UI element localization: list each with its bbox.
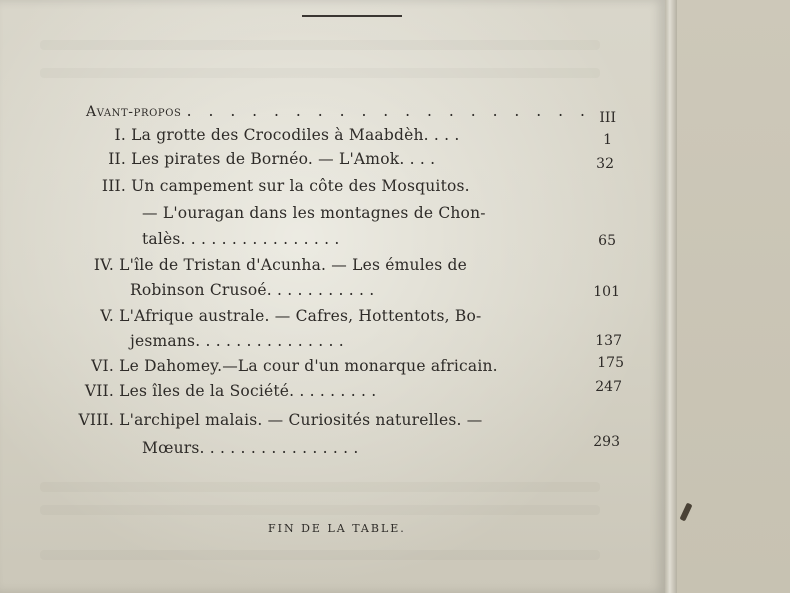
chapter-title: L'île de Tristan d'Acunha. — Les émules de <box>119 256 468 274</box>
chapter-title: Le Dahomey.—La cour d'un monarque africain. <box>119 357 498 375</box>
page-number: III <box>599 110 616 126</box>
adjacent-page <box>677 0 790 593</box>
page-number: 1 <box>603 132 612 148</box>
avant-propos-label: Avant-propos <box>86 104 182 120</box>
toc-entry-continuation <box>142 438 358 458</box>
chapter-title: Les îles de la Société. . . . . . . . . <box>119 382 377 400</box>
chapter-title-line: Mœurs. . . . . . . . . . . . . . . . <box>142 439 359 457</box>
chapter-number: VIII. <box>78 411 114 429</box>
page-number: 137 <box>595 333 622 349</box>
toc-entry <box>86 306 481 326</box>
toc-entry-continuation <box>142 203 486 223</box>
page-number: 101 <box>593 284 620 300</box>
page-number: 175 <box>597 355 624 371</box>
chapter-number: I. <box>114 126 126 144</box>
toc-entry <box>76 381 376 401</box>
chapter-title-line: talès. . . . . . . . . . . . . . . . <box>142 230 340 248</box>
chapter-title-line: — L'ouragan dans les montagnes de Chon- <box>142 204 486 222</box>
chapter-number: VI. <box>91 357 114 375</box>
chapter-title: L'archipel malais. — Curiosités naturelles. — <box>119 411 483 429</box>
page-number: 293 <box>593 434 620 450</box>
toc-entry <box>86 255 467 275</box>
toc-entry <box>72 410 482 430</box>
toc-entry <box>98 149 435 169</box>
page-number: 65 <box>598 233 616 249</box>
page-edge <box>665 0 677 593</box>
toc-entry-continuation <box>142 229 340 249</box>
leader-dots: . . . . . . . . . . . . . . . . . . . <box>186 102 591 120</box>
toc-avant-propos <box>86 101 591 122</box>
chapter-title: Les pirates de Bornéo. — L'Amok. . . . <box>131 150 436 168</box>
toc-entry-continuation <box>130 280 374 300</box>
toc-entry <box>86 356 498 376</box>
chapter-title: L'Afrique australe. — Cafres, Hottentots, Bo- <box>119 307 482 325</box>
toc-entry <box>98 176 470 196</box>
chapter-title: Un campement sur la côte des Mosquitos. <box>131 177 470 195</box>
page-number: 32 <box>596 156 614 172</box>
chapter-title-line: jesmans. . . . . . . . . . . . . . . <box>130 332 344 350</box>
chapter-number: II. <box>108 150 126 168</box>
page-number: 247 <box>595 379 622 395</box>
chapter-number: V. <box>100 307 114 325</box>
end-of-table-label: FIN DE LA TABLE. <box>268 522 406 535</box>
chapter-title-line: Robinson Crusoé. . . . . . . . . . . <box>130 281 375 299</box>
chapter-title: La grotte des Crocodiles à Maabdèh. . . . <box>131 126 460 144</box>
chapter-number: VII. <box>84 382 114 400</box>
toc-entry <box>98 125 460 145</box>
toc-entry-continuation <box>130 331 344 351</box>
chapter-number: III. <box>101 177 126 195</box>
chapter-number: IV. <box>93 256 114 274</box>
